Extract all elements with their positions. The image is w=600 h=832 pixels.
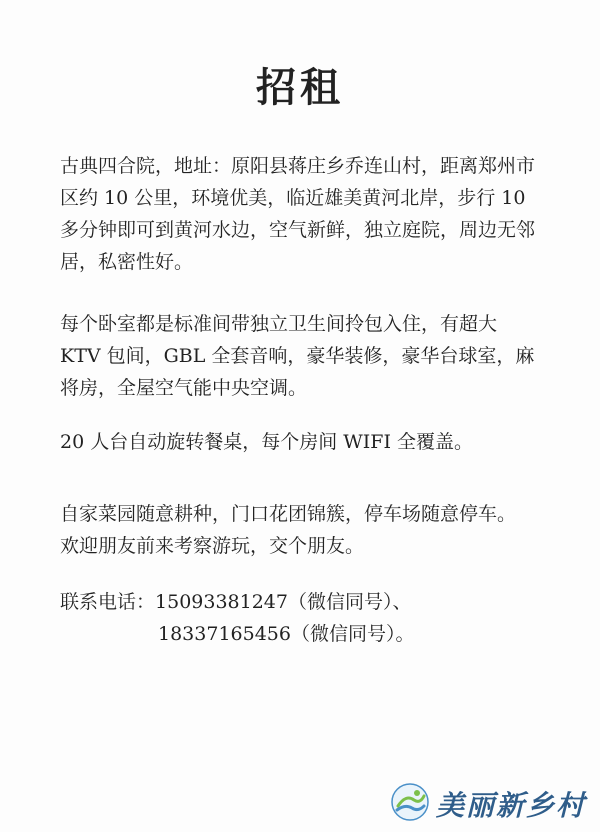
contact-label: 联系电话： <box>60 591 156 613</box>
contact-row-1 <box>60 586 414 618</box>
contact-row-2 <box>60 618 414 650</box>
village-logo-icon <box>390 782 430 826</box>
paragraph-location: 古典四合院，地址：原阳县蒋庄乡乔连山村，距离郑州市区约 10 公里，环境优美，临近雄美黄河北岸，步行 10 多分钟即可到黄河水边，空气新鲜，独立庭院，周边无邻居，私密性好。 <box>60 155 536 273</box>
contact-block <box>60 586 414 650</box>
contact-phone-1: 15093381247（微信同号）、 <box>155 591 412 613</box>
contact-phone-2: 18337165456（微信同号）。 <box>158 623 415 645</box>
paragraph-garden-parking: 自家菜园随意耕种，门口花团锦簇，停车场随意停车。 <box>60 503 517 525</box>
watermark <box>390 782 586 826</box>
paragraph-dining-wifi: 20 人台自动旋转餐桌，每个房间 WIFI 全覆盖。 <box>60 431 474 453</box>
page-title: 招租 <box>256 64 344 111</box>
watermark-text: 美丽新乡村 <box>435 789 586 822</box>
paragraph-facilities: 每个卧室都是标准间带独立卫生间拎包入住，有超大 KTV 包间，GBL 全套音响，豪华装修，豪华台球室，麻将房，全屋空气能中央空调。 <box>60 313 535 399</box>
paragraph-welcome: 欢迎朋友前来考察游玩，交个朋友。 <box>60 535 365 557</box>
